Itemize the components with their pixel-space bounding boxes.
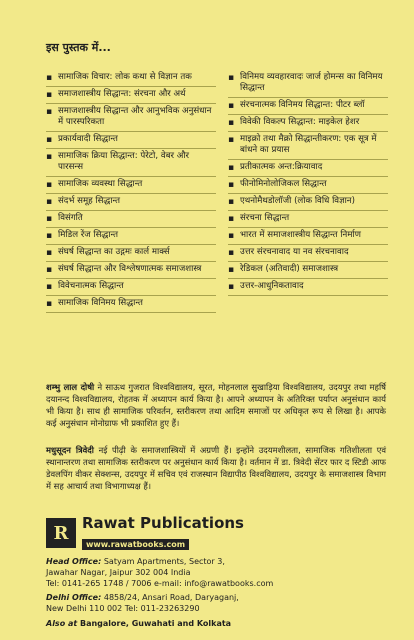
contents-item [228,194,388,211]
contents-item [228,211,388,228]
contents-item [228,98,388,115]
contents-item [46,211,216,228]
contents-item-label: संदर्भ समूह सिद्धान्त [58,196,121,206]
contents-item-label: विवेकी विकल्प सिद्धान्त: माइकेल हेशर [240,117,360,127]
contents-item [46,132,216,149]
bullet-icon: ▪ [46,135,53,145]
contents-item-label: उत्तर-आधुनिकतावाद [240,281,304,291]
head-office-label: Head Office: [46,557,102,566]
bullet-icon: ▪ [46,248,53,258]
bullet-icon: ▪ [228,214,235,224]
contents-item [46,87,216,104]
bullet-icon: ▪ [228,163,235,173]
contents-item-label: विसंगति [58,213,83,223]
contents-item-label: संरचनात्मक विनिमय सिद्धान्त: पीटर ब्लॉ [240,100,365,110]
publisher-mark-icon: R [46,518,76,548]
contents-item-label: प्रतीकात्मक अन्त:क्रियावाद [240,162,323,172]
contents-item [46,296,216,313]
bullet-icon: ▪ [228,265,235,275]
delhi-office-contact: New Delhi 110 002 Tel: 011-23263290 [46,604,200,613]
contents-item [228,132,388,160]
contents-item-label: विनिमय व्यवहारवादः जार्ज होमन्स का विनिमय सिद्धान्त [240,72,383,93]
contents-item-label: प्रकार्यवादी सिद्धान्त [58,134,118,144]
contents-item [46,177,216,194]
contents-item-label: विवेचनात्मक सिद्धान्त [58,281,124,291]
also-at-label: Also at [46,619,78,628]
contents-item-label: उत्तर संरचनावाद या नव संरचनावाद [240,247,349,257]
bullet-icon: ▪ [46,299,53,309]
contents-list-right [228,70,388,296]
author-bio-1 [46,381,386,429]
bullet-icon: ▪ [46,152,53,162]
bullet-icon: ▪ [228,231,235,241]
delhi-office-label: Delhi Office: [46,593,102,602]
bullet-icon: ▪ [46,90,53,100]
delhi-office-address [46,592,386,614]
contents-item [46,70,216,87]
author-bio-text: नई पीढ़ी के समाजशास्त्रियों में अग्रणी हैं। इन्होंने उदयमशीलता, सामाजिक गतिशीलता एवं स्थानान्तरण तथा सामाजिक स्तरीकरण पर अनुसंधान कार्य किया है। वर्तमान में डा. त्रिवेदी सेंटर फार द स्टिडी आफ डेवलपिंग वीकर सेक्शन्स, उदयपुर में सचिव एवं राजस्थान विद्यापीठ विश्वविद्यालय, उदयपुर के समाजशास्त्र विभाग में सह आचार्य तथा विभागाध्यक्ष हैं। [46,445,386,491]
contents-item-label: सामाजिक विनिमय सिद्धान्त [58,298,143,308]
author-name: मधुसूदन त्रिवेदी [46,445,94,455]
contents-item [228,177,388,194]
contents-item [46,104,216,132]
bullet-icon: ▪ [46,282,53,292]
bullet-icon: ▪ [228,180,235,190]
contents-item-label: भारत में समाजशास्त्रीय सिद्धान्त निर्माण [240,230,361,240]
contents-item [46,245,216,262]
bullet-icon: ▪ [228,282,235,292]
contents-item [46,149,216,177]
contents-item-label: समाजशास्त्रीय सिद्धान्त: संरचना और अर्थ [58,89,186,99]
bullet-icon: ▪ [228,101,235,111]
contents-item-label: सामाजिक क्रिया सिद्धान्त: पेरेटो, वेबर और पारसन्स [58,151,190,172]
contents-item-label: संघर्ष सिद्धान्त का उद्गमः कार्ल मार्क्स [58,247,170,257]
contents-item [46,262,216,279]
delhi-office-line: 4858/24, Ansari Road, Daryaganj, [101,593,239,602]
contents-item-label: माइक्रो तथा मैक्रो सिद्धान्तीकरण: एक सूत्र में बांधने का प्रयास [240,134,377,155]
contents-item-label: संघर्ष सिद्धान्त और विश्लेषणात्मक समाजशास्त्र [58,264,202,274]
contents-item-label: समाजशास्त्रीय सिद्धान्त और आनुभविक अनुसंधान में पारस्परिकता [58,106,212,127]
author-bio-text: ने साऊथ गुजरात विश्वविद्यालय, सूरत, मोहनलाल सुखाड़िया विश्वविद्यालय, उदयपुर तथा महर्षि दयानन्द विश्वविद्यालय, रोहतक में अध्यापन कार्य किया है। आपने अध्यापन के अतिरिक्त पर्याप्त अनुसंधान कार्य भी किया है। साथ ही सामाजिक परिवर्तन, स्तरीकरण तथा आदिम समाजों पर अधिकृत रूप से लिखा है। आपके कई अनुसंधान मोनोग्राफ भी प्रकाशित हुए हैं। [46,382,386,428]
author-bio-2 [46,444,386,492]
contents-item [228,262,388,279]
bullet-icon: ▪ [228,118,235,128]
publisher-logo [46,515,244,551]
contents-item-label: सामाजिक विचार: लोक कथा से विज्ञान तक [58,72,192,82]
bullet-icon: ▪ [228,135,235,145]
contents-item [228,70,388,98]
other-branches [46,618,386,629]
contents-item [228,245,388,262]
contents-item [46,228,216,245]
contents-heading: इस पुस्तक में... [46,41,111,54]
bullet-icon: ▪ [46,214,53,224]
head-office-line: Satyam Apartments, Sector 3, [101,557,225,566]
bullet-icon: ▪ [228,73,235,83]
head-office-contact: Tel: 0141-265 1748 / 7006 e-mail: info@rawatbooks.com [46,579,274,588]
branch-cities: Bangalore, Guwahati and Kolkata [77,619,232,628]
head-office-address [46,556,386,589]
bullet-icon: ▪ [228,197,235,207]
contents-item-label: फीनोमिनोलोजिकल सिद्धान्त [240,179,327,189]
bullet-icon: ▪ [46,73,53,83]
contents-item-label: रेडिकल (अतिवादी) समाजशास्त्र [240,264,339,274]
contents-item-label: एथनोमैथडोलॉजी (लोक विधि विज्ञान) [240,196,355,206]
contents-item-label: सामाजिक व्यवस्था सिद्धान्त [58,179,143,189]
contents-item [228,160,388,177]
bullet-icon: ▪ [46,265,53,275]
publisher-website: www.rawatbooks.com [82,539,189,550]
contents-item [46,194,216,211]
bullet-icon: ▪ [46,107,53,117]
bullet-icon: ▪ [46,197,53,207]
contents-item-label: मिडिल रेंज सिद्धान्त [58,230,119,240]
contents-item [228,279,388,296]
head-office-line: Jawahar Nagar, Jaipur 302 004 India [46,568,191,577]
contents-item [228,115,388,132]
author-name: शम्भु लाल दोषी [46,382,95,392]
contents-item [228,228,388,245]
contents-list-left [46,70,216,313]
contents-item [46,279,216,296]
contents-item-label: संरचना सिद्धान्त [240,213,290,223]
bullet-icon: ▪ [46,231,53,241]
publisher-name: Rawat Publications [82,514,244,532]
bullet-icon: ▪ [228,248,235,258]
bullet-icon: ▪ [46,180,53,190]
